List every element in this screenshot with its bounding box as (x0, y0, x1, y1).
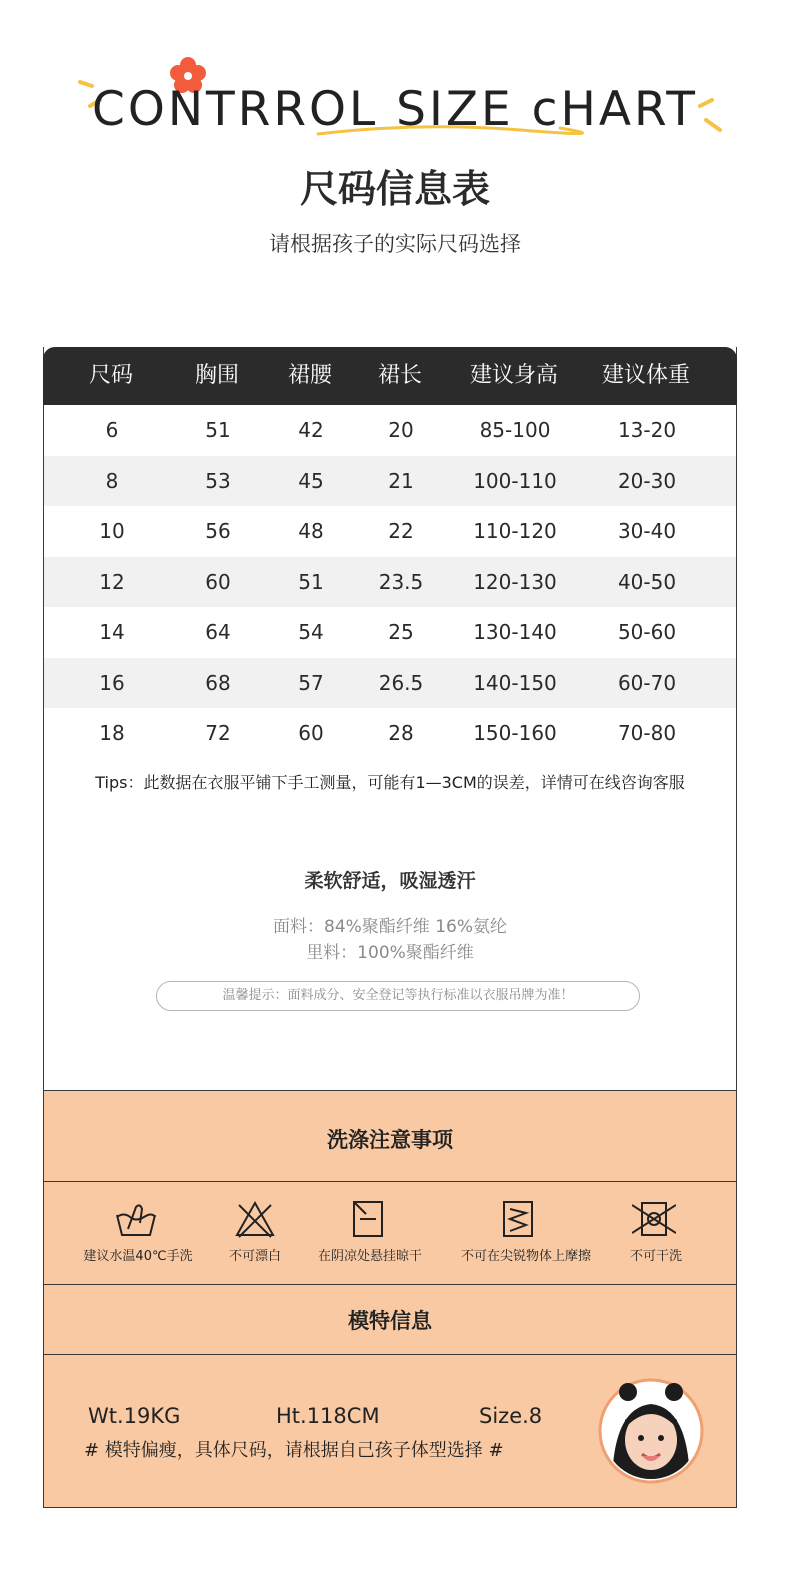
fabric-outer: 面料：84%聚酯纤维 16%氨纶 (273, 917, 507, 937)
cell-size: 18 (99, 721, 125, 745)
cell-chest: 68 (205, 670, 231, 695)
shade-dry-icon (346, 1199, 390, 1239)
cell-length: 23.5 (378, 569, 424, 594)
cell-waist: 60 (298, 721, 324, 745)
care-label-shade-dry: 在阴凉处悬挂晾干 (317, 1249, 422, 1264)
cell-weight: 40-50 (617, 569, 677, 594)
cell-chest: 56 (205, 519, 231, 543)
column-header-height: 建议身高 (469, 363, 558, 388)
model-avatar (598, 1378, 704, 1484)
cell-chest: 72 (205, 721, 231, 745)
model-note: # 模特偏瘦，具体尺码，请根据自己孩子体型选择 # (84, 1440, 504, 1461)
cell-height: 85-100 (479, 418, 551, 442)
table-row (44, 658, 736, 708)
table-row (44, 506, 736, 556)
cell-length: 21 (388, 468, 414, 493)
no-bleach-icon (233, 1199, 277, 1239)
cell-waist: 42 (298, 418, 324, 442)
hand-wash-icon (114, 1199, 158, 1239)
page-subtitle: 请根据孩子的实际尺码选择 (269, 232, 521, 256)
cell-weight: 13-20 (617, 418, 677, 442)
table-row (44, 607, 736, 657)
cell-waist: 54 (298, 620, 324, 644)
cell-waist: 57 (298, 670, 324, 695)
cell-height: 130-140 (473, 620, 557, 644)
cell-height: 120-130 (473, 569, 557, 594)
column-header-size: 尺码 (88, 363, 133, 388)
table-row (44, 456, 736, 506)
cell-length: 20 (388, 418, 414, 442)
cell-weight: 20-30 (617, 468, 677, 493)
cell-size: 6 (105, 418, 119, 442)
care-label-no-rub: 不可在尖锐物体上摩擦 (460, 1249, 591, 1264)
reminder-pill: 温馨提示：面料成分、安全登记等执行标准以衣服吊牌为准！ (156, 981, 640, 1011)
cell-weight: 70-80 (617, 721, 677, 745)
cell-height: 140-150 (473, 670, 557, 695)
model-size: Size.8 (479, 1404, 543, 1428)
cell-chest: 60 (205, 569, 231, 594)
cell-height: 100-110 (473, 468, 557, 493)
cell-waist: 51 (298, 569, 324, 594)
column-header-waist: 裙腰 (287, 363, 332, 388)
no-rub-icon (496, 1199, 540, 1239)
fabric-title: 柔软舒适，吸湿透汗 (304, 870, 476, 892)
cell-length: 26.5 (378, 670, 424, 695)
cell-waist: 48 (298, 519, 324, 543)
table-row (44, 708, 736, 758)
cell-weight: 50-60 (617, 620, 677, 644)
column-header-length: 裙长 (377, 363, 422, 388)
column-header-chest: 胸围 (194, 363, 239, 388)
cell-length: 22 (388, 519, 414, 543)
cell-height: 110-120 (473, 519, 557, 543)
cell-waist: 45 (298, 468, 324, 493)
no-dry-clean-icon (632, 1199, 676, 1239)
cell-weight: 60-70 (617, 670, 677, 695)
page-title: 尺码信息表 (299, 167, 490, 211)
table-row (44, 405, 736, 455)
care-title: 洗涤注意事项 (327, 1128, 453, 1152)
cell-chest: 53 (205, 468, 231, 493)
column-header-weight: 建议体重 (601, 363, 690, 388)
cell-size: 12 (99, 569, 125, 594)
cell-length: 28 (388, 721, 414, 745)
cell-size: 8 (105, 468, 119, 493)
cell-size: 16 (99, 670, 125, 695)
care-label-no-bleach: 不可漂白 (228, 1249, 281, 1264)
model-title: 模特信息 (348, 1309, 432, 1333)
table-row (44, 557, 736, 607)
tips-text: Tips：此数据在衣服平铺下手工测量，可能有1—3CM的误差，详情可在线咨询客服 (95, 773, 685, 792)
cell-chest: 51 (205, 418, 231, 442)
cell-size: 10 (99, 519, 125, 543)
fabric-lining: 里料：100%聚酯纤维 (306, 943, 474, 963)
cell-height: 150-160 (473, 721, 557, 745)
care-label-hand-wash: 建议水温40℃手洗 (83, 1249, 193, 1264)
cell-length: 25 (388, 620, 414, 644)
care-label-no-dry-clean: 不可干洗 (629, 1249, 682, 1264)
cell-size: 14 (99, 620, 125, 644)
hero-title: CONTRROL SIZE cHART (92, 82, 698, 137)
cell-chest: 64 (205, 620, 231, 644)
model-height: Ht.118CM (276, 1404, 380, 1428)
model-weight: Wt.19KG (88, 1404, 181, 1428)
cell-weight: 30-40 (617, 519, 677, 543)
table-header (43, 347, 737, 405)
